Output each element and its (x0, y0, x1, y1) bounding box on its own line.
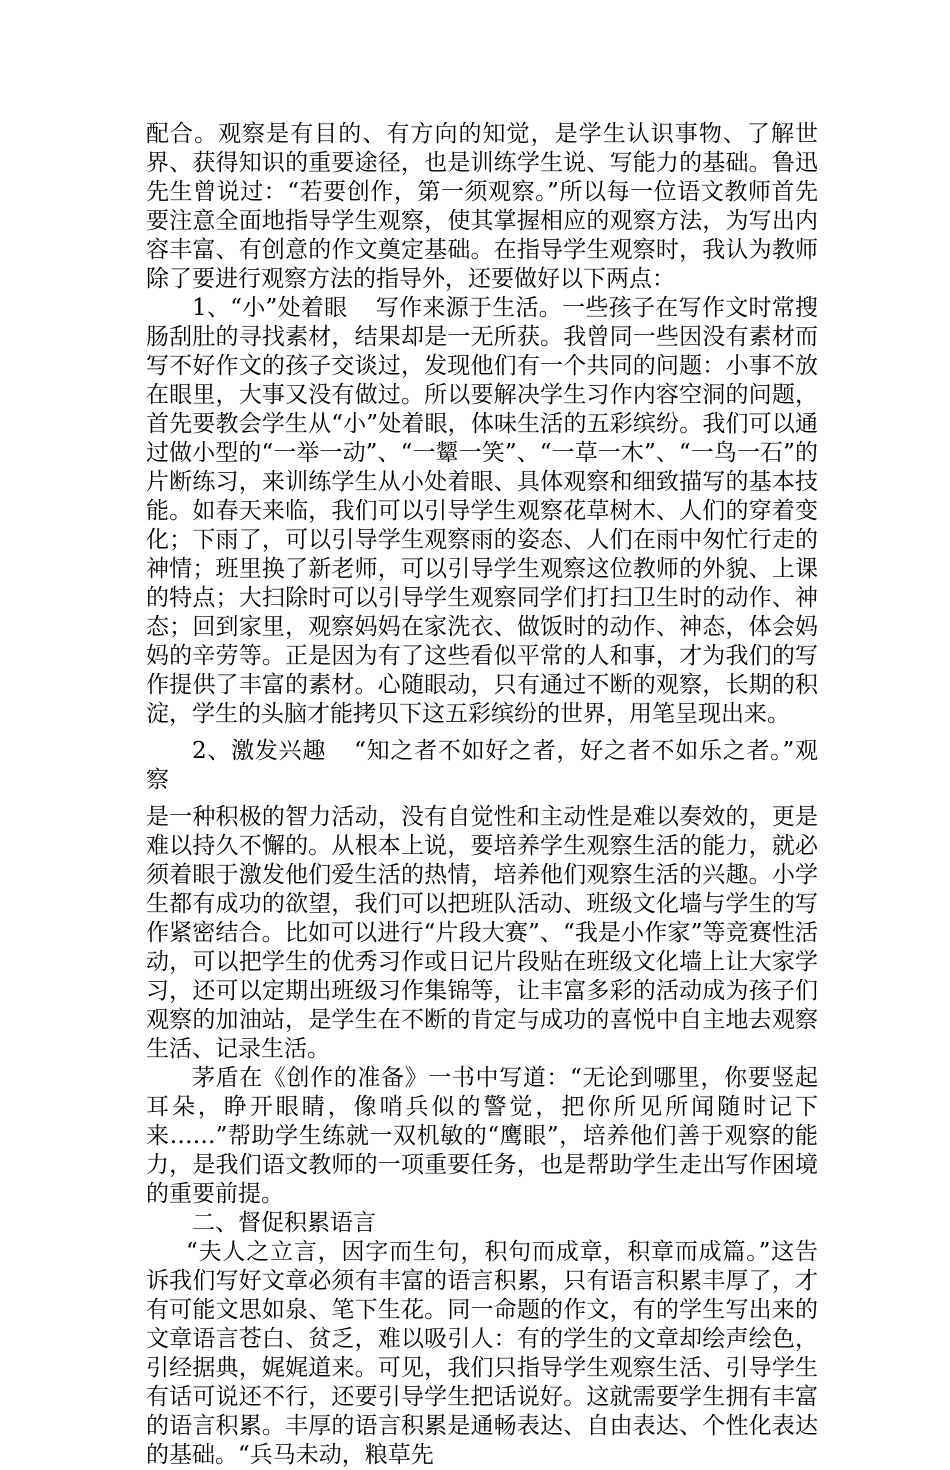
paragraph-mao-dun: 茅盾在《创作的准备》一书中写道：“无论到哪里，你要竖起耳朵，睁开眼睛，像哨兵似的警觉，把你所见所闻随时记下来……”帮助学生练就一双机敏的“鹰眼”，培养他们善于观察的能力，是我们语文教师的一项重要任务，也是帮助学生走出写作困境的重要前提。 (146, 1065, 818, 1207)
section-2-title: 二、督促积累语言 (192, 1210, 376, 1236)
paragraph-point-1 (146, 294, 818, 729)
paragraph-language: “夫人之立言，因字而生句，积句而成章，积章而成篇。”这告诉我们写好文章必须有丰富的语言积累，只有语言积累丰厚了，才有可能文思如泉、笔下生花。同一命题的作文，有的学生写出来的文章语言苍白、贫乏，难以吸引人：有的学生的文章却绘声绘色，引经据典，娓娓道来。可见，我们只指导学生观察生活、引导学生有话可说还不行，还要引导学生把话说好。这就需要学生拥有丰富的语言积累。丰厚的语言积累是通畅表达、自由表达、个性化表达的基础。“兵马未动，粮草先 (146, 1239, 818, 1468)
document-page (146, 120, 818, 1470)
point-2-lead: “知之者不如好之者，好之者不如乐之者。”观察 (146, 738, 818, 793)
paragraph-intro: 配合。观察是有目的、有方向的知觉，是学生认识事物、了解世界、获得知识的重要途径，也是训练学生说、写能力的基础。鲁迅先生曾说过：“若要创作，第一须观察。”所以每一位语文教师首先要注意全面地指导学生观察，使其掌握相应的观察方法，为写出内容丰富、有创意的作文奠定基础。在指导学生观察时，我认为教师除了要进行观察方法的指导外，还要做好以下两点： (146, 121, 818, 292)
point-2-heading: 2、激发兴趣 (192, 738, 327, 764)
paragraph-point-2-body: 是一种积极的智力活动，没有自觉性和主动性是难以奏效的，更是难以持久不懈的。从根本上说，要培养学生观察生活的能力，就必须着眼于激发他们爱生活的热情，培养他们观察生活的兴趣。小学生都有成功的欲望，我们可以把班队活动、班级文化墙与学生的写作紧密结合。比如可以进行“片段大赛”、“我是小作家”等竞赛性活动，可以把学生的优秀习作或日记片段贴在班级文化墙上让大家学习，还可以定期出班级习作集锦等，让丰富多彩的活动成为孩子们观察的加油站，是学生在不断的肯定与成功的喜悦中自主地去观察生活、记录生活。 (146, 804, 818, 1062)
point-1-heading: 1、“小”处着眼 (192, 295, 348, 321)
point-1-body: 写作来源于生活。一些孩子在写作文时常搜肠刮肚的寻找素材，结果却是一无所获。我曾同一些因没有素材而写不好作文的孩子交谈过，发现他们有一个共同的问题：小事不放在眼里，大事又没有做过。所以要解决学生习作内容空洞的问题，首先要教会学生从“小”处着眼，体味生活的五彩缤纷。我们可以通过做小型的“一举一动”、“一颦一笑”、“一草一木”、“一鸟一石”的片断练习，来训练学生从小处着眼、具体观察和细致描写的基本技能。如春天来临，我们可以引导学生观察花草树木、人们的穿着变化；下雨了，可以引导学生观察雨的姿态、人们在雨中匆忙行走的神情；班里换了新老师，可以引导学生观察这位教师的外貌、上课的特点；大扫除时可以引导学生观察同学们打扫卫生时的动作、神态；回到家里，观察妈妈在家洗衣、做饭时的动作、神态，体会妈妈的辛劳等。正是因为有了这些看似平常的人和事，才为我们的写作提供了丰富的素材。心随眼动，只有通过不断的观察，长期的积淀，学生的头脑才能拷贝下这五彩缤纷的世界，用笔呈现出来。 (146, 295, 819, 727)
paragraph-point-2-heading (146, 737, 818, 795)
